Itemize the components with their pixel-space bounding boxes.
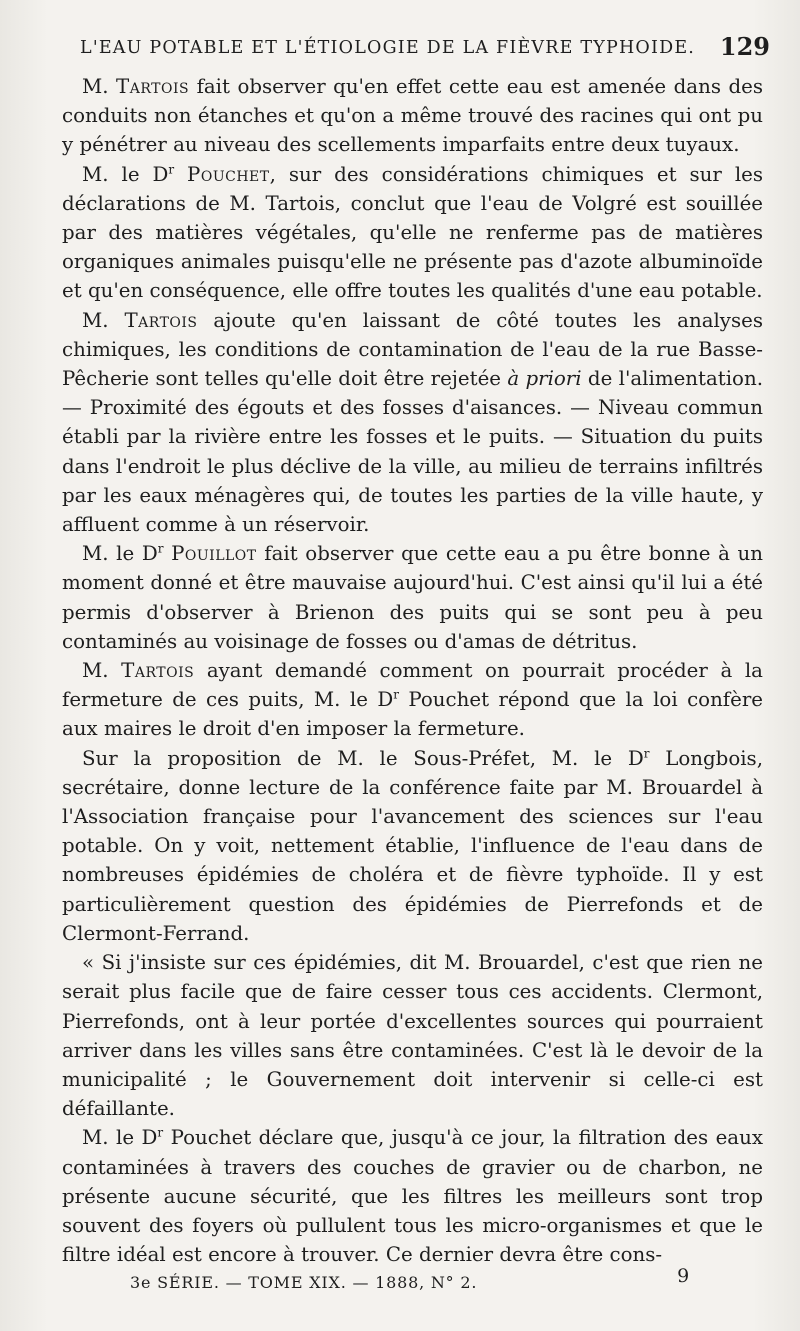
paragraph-text: , sur des considérations chimiques et sur les déclarations de M. Tartois, conclut que l'eau de Volgré est souillée par des matières végétales, qu'elle ne renferme pas de matières organiques animales puisqu'elle ne présente pas d'azote albuminoïde et qu'en conséquence, elle offre toutes les qualités d'une eau potable. bbox=[62, 162, 764, 303]
speaker-prefix: M. bbox=[82, 75, 117, 98]
paragraph-text: fait observer que cette eau a pu être bonne à un moment donné et être mauvaise aujourd'hui. C'est ainsi qu'il lui a été permis d'observer à Brienon des puits qui se sont peu à peu contaminés au voisinage de fosses ou d'amas de détritus. bbox=[62, 542, 763, 653]
italic-term: à priori bbox=[507, 367, 582, 391]
paragraph-text: ajoute qu'en laissant de côté toutes les analyses chimiques, les conditions de contamination de l'eau de la rue Basse-Pêcherie sont telles qu'elle doit être rejetée bbox=[62, 308, 763, 391]
paragraph bbox=[62, 306, 763, 540]
paragraph bbox=[62, 539, 763, 656]
paragraph bbox=[62, 948, 763, 1123]
superscript: r bbox=[168, 162, 175, 177]
paragraph bbox=[62, 744, 763, 948]
paragraph-text: Sur la proposition de M. le Sous-Préfet, M. le D bbox=[82, 746, 644, 770]
speaker-name: Tartois bbox=[124, 308, 198, 332]
speaker-name: Pouillot bbox=[171, 542, 257, 566]
speaker-prefix: M. bbox=[82, 659, 122, 683]
paragraph bbox=[62, 656, 763, 744]
paragraph-text: fait observer qu'en effet cette eau est amenée dans des conduits non étanches et qu'on a même trouvé des racines qui ont pu y pénétrer au niveau des scellements imparfaits entre deux tuyaux. bbox=[62, 75, 763, 157]
superscript: r bbox=[643, 746, 650, 761]
body-text bbox=[62, 72, 763, 1269]
paragraph-text: M. le D bbox=[82, 1126, 158, 1150]
paragraph-text-continued: Pouchet répond que la loi confère aux maires le droit d'en imposer la fermeture. bbox=[62, 688, 763, 741]
superscript: r bbox=[393, 687, 399, 702]
speaker-name: Tartois bbox=[116, 75, 190, 98]
speaker-prefix: M. le D bbox=[82, 162, 169, 186]
speaker-name: Tartois bbox=[121, 659, 195, 683]
speaker-prefix: M. bbox=[82, 308, 125, 332]
speaker-name: Pouchet bbox=[187, 162, 270, 186]
page-footer bbox=[130, 1263, 690, 1303]
paragraph-text: « Si j'insiste sur ces épidémies, dit M. Brouardel, c'est que rien ne serait plus facile que de faire cesser tous ces accidents. Clermont, Pierrefonds, ont à leur portée d'excellentes sources qui pourraient arriver dans les villes sans être contaminées. C'est là le devoir de la municipalité ; le Gouvernement doit intervenir si celle-ci est défaillante. bbox=[62, 951, 763, 1121]
paragraph-text-continued: de l'alimentation. — Proximité des égouts et des fosses d'aisances. — Niveau commun établi par la rivière entre les fosses et le puits. — Situation du puits dans l'endroit le plus déclive de la ville, au milieu de terrains infiltrés par les eaux ménagères qui, de toutes les parties de la ville haute, y affluent comme à un réservoir. bbox=[62, 367, 763, 537]
paragraph bbox=[62, 160, 763, 306]
paragraph bbox=[62, 72, 763, 160]
running-title: L'EAU POTABLE ET L'ÉTIOLOGIE DE LA FIÈVRE TYPHOIDE. bbox=[80, 38, 696, 58]
speaker-prefix: M. le D bbox=[82, 542, 158, 566]
superscript: r bbox=[157, 541, 164, 556]
paragraph bbox=[62, 1123, 763, 1269]
page-number: 129 bbox=[719, 32, 770, 61]
paragraph-text-continued: Longbois, secrétaire, donne lecture de la conférence faite par M. Brouardel à l'Association française pour l'avancement des sciences sur l'eau potable. On y voit, nettement établie, l'influence de l'eau dans de nombreuses épidémies de choléra et de fièvre typhoïde. Il y est particulièrement question des épidémies de Pierrefonds et de Clermont-Ferrand. bbox=[62, 746, 763, 945]
paragraph-text: ayant demandé comment on pourrait procéder à la fermeture de ces puits, M. le D bbox=[62, 659, 763, 712]
running-head bbox=[80, 34, 770, 64]
superscript: r bbox=[157, 1125, 164, 1140]
paragraph-text-continued: Pouchet déclare que, jusqu'à ce jour, la filtration des eaux contaminées à travers des couches de gravier ou de charbon, ne présente aucune sécurité, que les filtres les meilleurs sont trop souvent des foyers où pullulent tous les micro-organismes et que le filtre idéal est encore à trouver. Ce dernier devra être cons- bbox=[62, 1126, 763, 1267]
series-line: 3e SÉRIE. — TOME XIX. — 1888, N° 2. bbox=[130, 1273, 478, 1292]
signature-mark: 9 bbox=[677, 1265, 690, 1287]
